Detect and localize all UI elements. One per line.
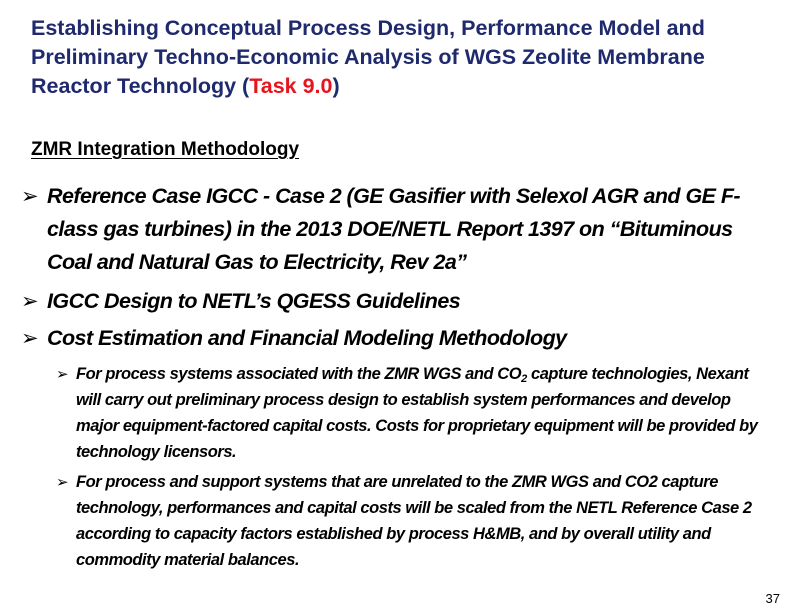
- bullet-text: Cost Estimation and Financial Modeling Methodology: [47, 326, 567, 350]
- sub-bullet-zmr-systems: [56, 361, 766, 465]
- sub-bullet-text: [76, 361, 766, 465]
- arrow-bullet-icon: ➢: [21, 289, 39, 313]
- co2-subscript: 2: [521, 373, 527, 385]
- bullet-text: IGCC Design to NETL’s QGESS Guidelines: [47, 289, 461, 313]
- bullet-igcc-design: [21, 285, 761, 318]
- sub-bullet-text-end: capture technologies, Nexant will carry out preliminary process design to establish system performances and develop major equipment-factored capital costs. Costs for proprietary equipment will be provided by technology licensors.: [76, 365, 758, 461]
- sub-bullet-text-start: For process systems associated with the ZMR WGS and CO: [76, 365, 522, 383]
- slide-title-main: Establishing Conceptual Process Design, Performance Model and Preliminary Techno-Economic Analysis of WGS Zeolite Membrane Reactor Technology (: [31, 16, 705, 98]
- task-label: Task 9.0: [249, 74, 333, 98]
- slide-title: [31, 14, 771, 101]
- arrow-bullet-icon: ➢: [56, 365, 69, 383]
- slide-title-close: ): [332, 74, 340, 98]
- arrow-bullet-icon: ➢: [21, 326, 39, 350]
- arrow-bullet-icon: ➢: [56, 473, 69, 491]
- bullet-cost-estimation: [21, 322, 761, 355]
- section-heading: ZMR Integration Methodology: [31, 139, 300, 160]
- bullet-reference-case: [21, 180, 761, 279]
- sub-bullet-text: For process and support systems that are unrelated to the ZMR WGS and CO2 capture technology, performances and capital costs will be scaled from the NETL Reference Case 2 according to capacity factors established by process H&MB, and by overall utility and commodity material balances.: [76, 473, 752, 569]
- page-number: 37: [765, 591, 780, 606]
- bullet-text: Reference Case IGCC - Case 2 (GE Gasifier with Selexol AGR and GE F-class gas turbines) in the 2013 DOE/NETL Report 1397 on “Bituminous Coal and Natural Gas to Electricity, Rev 2a”: [47, 184, 741, 274]
- arrow-bullet-icon: ➢: [21, 184, 39, 208]
- sub-bullet-support-systems: [56, 469, 766, 573]
